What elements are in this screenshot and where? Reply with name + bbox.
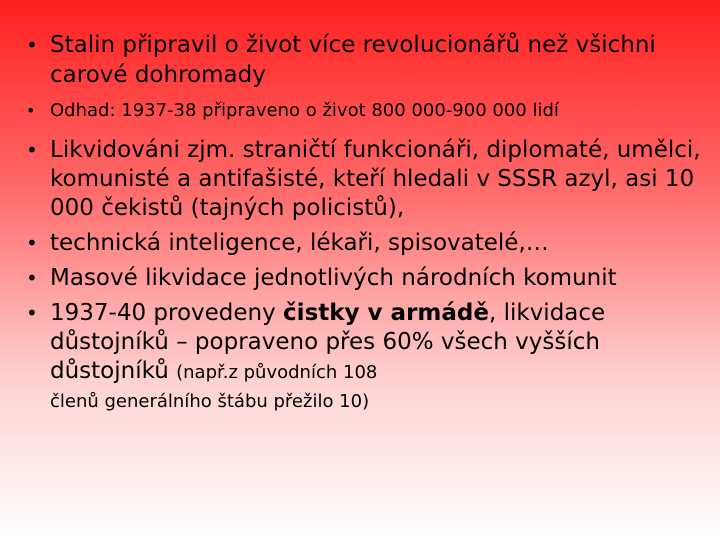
bullet-icon: • bbox=[26, 33, 38, 57]
bullet-icon: • bbox=[26, 231, 38, 255]
bullet-item bbox=[22, 229, 702, 258]
bullet-icon: • bbox=[26, 138, 38, 162]
bullet-text: technická inteligence, lékaři, spisovatelé,… bbox=[50, 230, 549, 256]
bullet-text-prefix: 1937-40 provedeny bbox=[50, 300, 284, 326]
bullet-icon: • bbox=[26, 266, 38, 290]
bullet-icon: • bbox=[26, 101, 36, 120]
bullet-item bbox=[22, 299, 702, 417]
bullet-item bbox=[22, 30, 702, 90]
bullet-text: Masové likvidace jednotlivých národních komunit bbox=[50, 265, 617, 291]
bullet-text-middle: , likvidace důstojníků – popraveno přes 60% všech vyšších důstojníků bbox=[50, 300, 606, 384]
bullet-text-bold: čistky v armádě bbox=[283, 300, 489, 326]
bullet-text-tail: členů generálního štábu přežilo 10) bbox=[50, 391, 370, 412]
bullet-item bbox=[22, 100, 702, 122]
bullet-item bbox=[22, 264, 702, 293]
bullet-list bbox=[22, 30, 702, 423]
bullet-icon: • bbox=[26, 301, 38, 325]
bullet-text: Stalin připravil o život více revolucionářů než všichni carové dohromady bbox=[50, 32, 656, 88]
bullet-text-small: (např.z původních 108 bbox=[176, 362, 378, 383]
bullet-text: Odhad: 1937-38 připraveno o život 800 000-900 000 lidí bbox=[50, 100, 559, 121]
bullet-item bbox=[22, 136, 702, 223]
bullet-text: Likvidováni zjm. straničtí funkcionáři, diplomaté, umělci, komunisté a antifašisté, kteří hledali v SSSR azyl, asi 10 000 čekistů (tajných policistů), bbox=[50, 137, 701, 221]
